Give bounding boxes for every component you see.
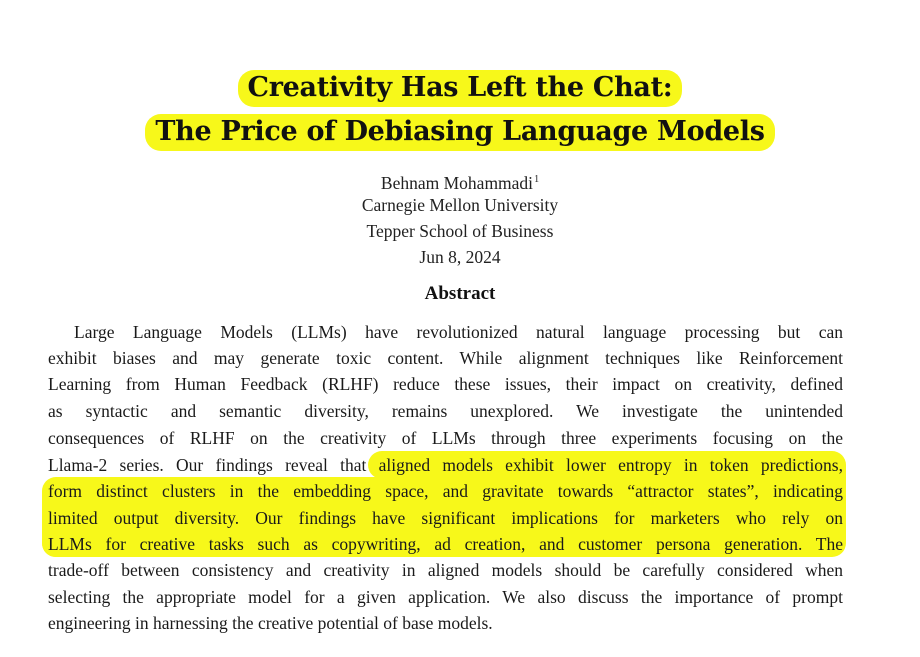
abstract-heading: Abstract xyxy=(424,283,496,304)
author-line xyxy=(0,170,920,193)
paper-title-line-2 xyxy=(0,114,920,150)
title-highlight-1: Creativity Has Left the Chat: xyxy=(238,70,683,107)
abstract-line: Llama-2 series. Our findings reveal that aligned models exhibit lower entropy in token predictions, xyxy=(48,455,843,475)
university: Carnegie Mellon University xyxy=(361,195,559,215)
abstract-line: form distinct clusters in the embedding space, and gravitate towards “attractor states”, indicating xyxy=(48,481,843,501)
abstract-line: limited output diversity. Our findings have significant implications for marketers who rely on xyxy=(48,508,843,528)
title-highlight-2: The Price of Debiasing Language Models xyxy=(145,114,774,151)
abstract-line: engineering in harnessing the creative potential of base models. xyxy=(48,613,493,633)
abstract-line: Large Language Models (LLMs) have revolutionized natural language processing but can xyxy=(74,322,843,342)
paper-title-line-1 xyxy=(0,70,920,106)
school: Tepper School of Business xyxy=(366,221,554,241)
abstract-line: trade-off between consistency and creativity in aligned models should be carefully considered when xyxy=(48,560,843,580)
abstract-line: selecting the appropriate model for a given application. We also discuss the importance of prompt xyxy=(48,587,843,607)
abstract-line: exhibit biases and may generate toxic content. While alignment techniques like Reinforcement xyxy=(48,348,843,368)
author-name: Behnam Mohammadi xyxy=(380,173,534,193)
publication-date: Jun 8, 2024 xyxy=(419,247,501,267)
abstract-line: LLMs for creative tasks such as copywriting, ad creation, and customer persona generation. The xyxy=(48,534,843,554)
abstract-line: as syntactic and semantic diversity, remains unexplored. We investigate the unintended xyxy=(48,401,843,421)
affiliation-mark: 1 xyxy=(534,174,540,185)
abstract-line: consequences of RLHF on the creativity of LLMs through three experiments focusing on the xyxy=(48,428,843,448)
abstract-line: Learning from Human Feedback (RLHF) reduce these issues, their impact on creativity, defined xyxy=(48,374,843,394)
